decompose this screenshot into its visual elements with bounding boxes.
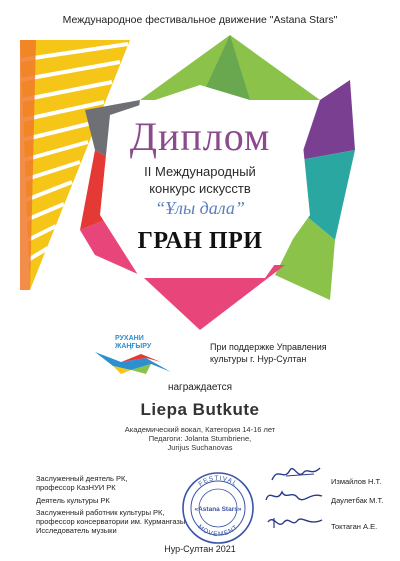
logo-text (115, 335, 151, 351)
header-text: Международное фестивальное движение "Astana Stars" (62, 14, 338, 26)
svg-text:MOVEMENT (196, 524, 240, 539)
signatory-2-title (36, 496, 110, 505)
signatory-3-name: Токтаган А.Е. (331, 522, 378, 531)
award-title: ГРАН ПРИ (137, 228, 263, 254)
stamp-center-text: «Astana Stars» (194, 506, 242, 513)
signatory-1-name: Измайлов Н.Т. (331, 477, 382, 486)
subtitle-line-1: II Международный (144, 164, 256, 179)
awarded-label: награждается (167, 382, 233, 393)
stamp-ring-top: FESTIVAL (197, 474, 239, 488)
support-line-2: культуры г. Нур-Султан (210, 354, 307, 364)
logo-line-2: ЖАҢҒЫРУ (115, 343, 152, 350)
round-stamp (180, 470, 256, 546)
signatory-1-title (36, 474, 128, 492)
signatory-1-title-line-1: Заслуженный деятель РК, (36, 474, 128, 483)
signatory-3-title (36, 508, 185, 535)
signatory-1-title-line-2: профессор КазНУИ РК (36, 483, 116, 492)
details-line-2: Педагоги: Jolanta Stumbriene, (148, 434, 252, 443)
footer-city-year: Нур-Султан 2021 (164, 544, 236, 554)
details-line-1: Академический вокал, Категория 14-16 лет (124, 425, 276, 434)
signatory-2-name: Даулетбак М.Т. (331, 496, 384, 505)
rukhani-zhangyru-logo (91, 332, 177, 376)
support-line-1: При поддержке Управления (210, 342, 327, 352)
award-details (0, 425, 400, 452)
contest-name: “Ұлы дала” (155, 198, 245, 218)
signatory-2-title-line-1: Деятель культуры РК (36, 496, 110, 505)
support-text (210, 341, 327, 365)
signatory-3-title-line-2: профессор консерватории им. Курмангазы (36, 517, 186, 526)
details-line-3: Jurijus Suchanovas (167, 443, 233, 452)
signatory-3-title-line-3: Исследователь музыки (36, 526, 117, 535)
subtitle-line-2: конкурс искусств (149, 181, 251, 196)
recipient-name: Liepa Butkute (140, 400, 260, 419)
logo-line-1: РУХАНИ (115, 335, 144, 342)
signatory-3-title-line-1: Заслуженный работник культуры РК, (36, 508, 165, 517)
stamp-ring-bottom: MOVEMENT (196, 523, 240, 539)
signature-3 (264, 512, 328, 532)
signature-1 (268, 462, 328, 486)
signature-2 (262, 486, 328, 506)
diploma-title: Диплом (129, 114, 271, 159)
